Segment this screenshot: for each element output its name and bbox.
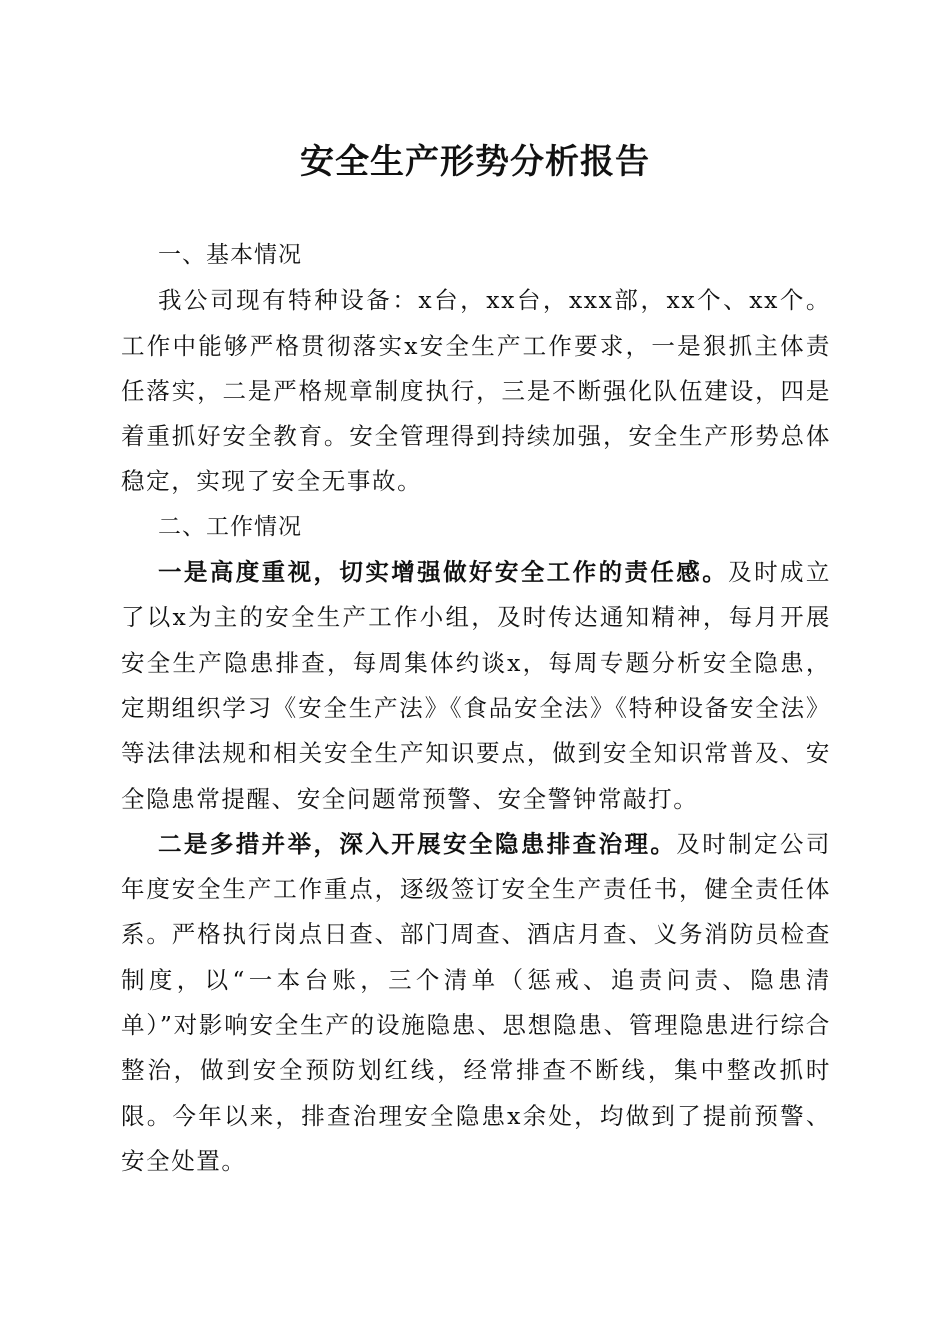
paragraph-lead-sentence: 一是高度重视，切实增强做好安全工作的责任感。 [158,558,729,587]
section-heading-basic-situation: 一、基本情况 [158,242,302,268]
paragraph-text: 及时制定公司年度安全生产工作重点，逐级签订安全生产责任书，健全责任体系。严格执行岗点日查、部门周查、酒店月查、义务消防员检查制度，以“一本台账，三个清单（惩戒、追责问责、隐患清单）”对影响安全生产的设施隐患、思想隐患、管理隐患进行综合整治，做到安全预防划红线，经常排查不断线，集中整改抓时限。今年以来，排查治理安全隐患x余处，均做到了提前预警、安全处置。 [121,829,831,1175]
paragraph-lead-sentence: 二是多措并举，深入开展安全隐患排查治理。 [158,829,677,858]
document-title: 安全生产形势分析报告 [300,142,650,182]
section-heading-work-situation: 二、工作情况 [158,513,302,540]
paragraph-text: 及时成立了以x为主的安全生产工作小组，及时传达通知精神，每月开展安全生产隐患排查，每周集体约谈x，每周专题分析安全隐患，定期组织学习《安全生产法》《食品安全法》《特种设备安全法》等法律法规和相关安全生产知识要点，做到安全知识常普及、安全隐患常提醒、安全问题常预警、安全警钟常敲打。 [121,558,832,813]
document-body [121,233,831,1184]
paragraph-text: 我公司现有特种设备：x台，xx台，xxx部，xx个、xx个。工作中能够严格贯彻落实x安全生产工作要求，一是狠抓主体责任落实，二是严格规章制度执行，三是不断强化队伍建设，四是着重抓好安全教育。安全管理得到持续加强，安全生产形势总体稳定，实现了安全无事故。 [121,286,831,496]
paragraph-high-attention [121,550,831,822]
paragraph-basic-situation [121,278,831,504]
paragraph-hazard-investigation [121,822,831,1184]
